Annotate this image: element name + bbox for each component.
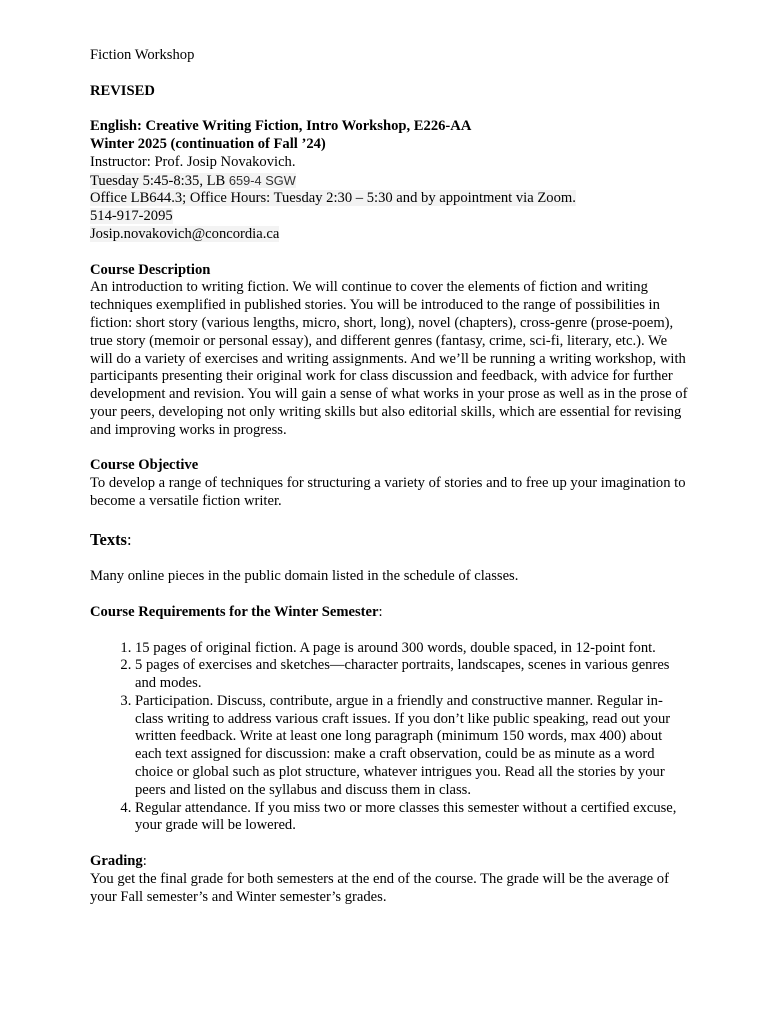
requirements-colon: : — [378, 603, 383, 620]
list-item: 4. Regular attendance. If you miss two or more classes this semester without a certified excuse, your grade will be lowered. — [135, 800, 690, 836]
list-item: 1. 15 pages of original fiction. A page is around 300 words, double spaced, in 12-point font. — [135, 640, 690, 658]
email-address: Josip.novakovich@concordia.ca — [90, 225, 280, 242]
grading-heading-line — [90, 853, 690, 871]
phone-line — [90, 208, 690, 226]
grading-body: You get the final grade for both semesters at the end of the course. The grade will be the average of your Fall semester’s and Winter semester’s grades. — [90, 870, 669, 905]
instructor-line: Instructor: Prof. Josip Novakovich. — [90, 153, 296, 170]
grading-colon: : — [142, 853, 147, 870]
grading-heading: Grading — [90, 853, 143, 870]
texts-body: Many online pieces in the public domain listed in the schedule of classes. — [90, 568, 519, 585]
office-line — [90, 190, 690, 208]
document-header: Fiction Workshop — [90, 47, 195, 63]
requirements-heading-line — [90, 604, 690, 622]
description-body: An introduction to writing fiction. We will continue to cover the elements of fiction and writing techniques exemplified in published stories. You will be introduced to the range of possibilities in fiction: short story (various lengths, micro, short, long), novel (chapters), cross-genre (prose-poem), true story (memoir or personal essay), and different genres (fantasy, crime, sci-fi, literary, etc.). We will do a variety of exercises and writing assignments. And we’ll be running a writing workshop, with participants presenting their original work for class discussion and feedback, with advice for further development and revision. You will gain a sense of what works in your prose as well as in the prose of your peers, developing not only writing skills but also editorial skills, which are essential for revising and improving works in progress. — [90, 279, 688, 438]
email-line — [90, 226, 690, 244]
office-hours: Office LB644.3; Office Hours: Tuesday 2:30 – 5:30 and by appointment via Zoom. — [90, 190, 576, 207]
schedule-time: Tuesday 5:45-8:35, LB — [90, 172, 229, 189]
list-item: 2. 5 pages of exercises and sketches—character portraits, landscapes, scenes in various genres and modes. — [135, 657, 690, 693]
revised-label: REVISED — [90, 82, 155, 99]
course-title: English: Creative Writing Fiction, Intro Workshop, E226-AA — [90, 118, 472, 135]
texts-colon: : — [126, 529, 132, 549]
texts-heading: Texts — [90, 529, 127, 549]
requirements-list — [90, 640, 690, 836]
course-term: Winter 2025 (continuation of Fall ’24) — [90, 135, 326, 152]
objective-body: To develop a range of techniques for structuring a variety of stories and to free up your imagination to become a versatile fiction writer. — [90, 475, 686, 509]
objective-heading: Course Objective — [90, 457, 199, 474]
schedule-line — [90, 172, 690, 191]
phone-number: 514-917-2095 — [90, 208, 173, 225]
description-heading: Course Description — [90, 261, 211, 278]
list-item: 3. Participation. Discuss, contribute, argue in a friendly and constructive manner. Regular in-class writing to address various craft issues. If you don’t like public speaking, read out your written feedback. Write at least one long paragraph (minimum 150 words, max 400) about each text assigned for discussion: make a craft observation, could be as minute as a word choice or global such as plot structure, whatever intrigues you. Read all the stories by your peers and listed on the syllabus and discuss them in class. — [135, 693, 690, 800]
document-content — [90, 47, 690, 906]
texts-heading-line — [90, 529, 690, 551]
requirements-heading: Course Requirements for the Winter Semester — [90, 603, 379, 620]
schedule-room: 659-4 SGW — [228, 172, 296, 188]
